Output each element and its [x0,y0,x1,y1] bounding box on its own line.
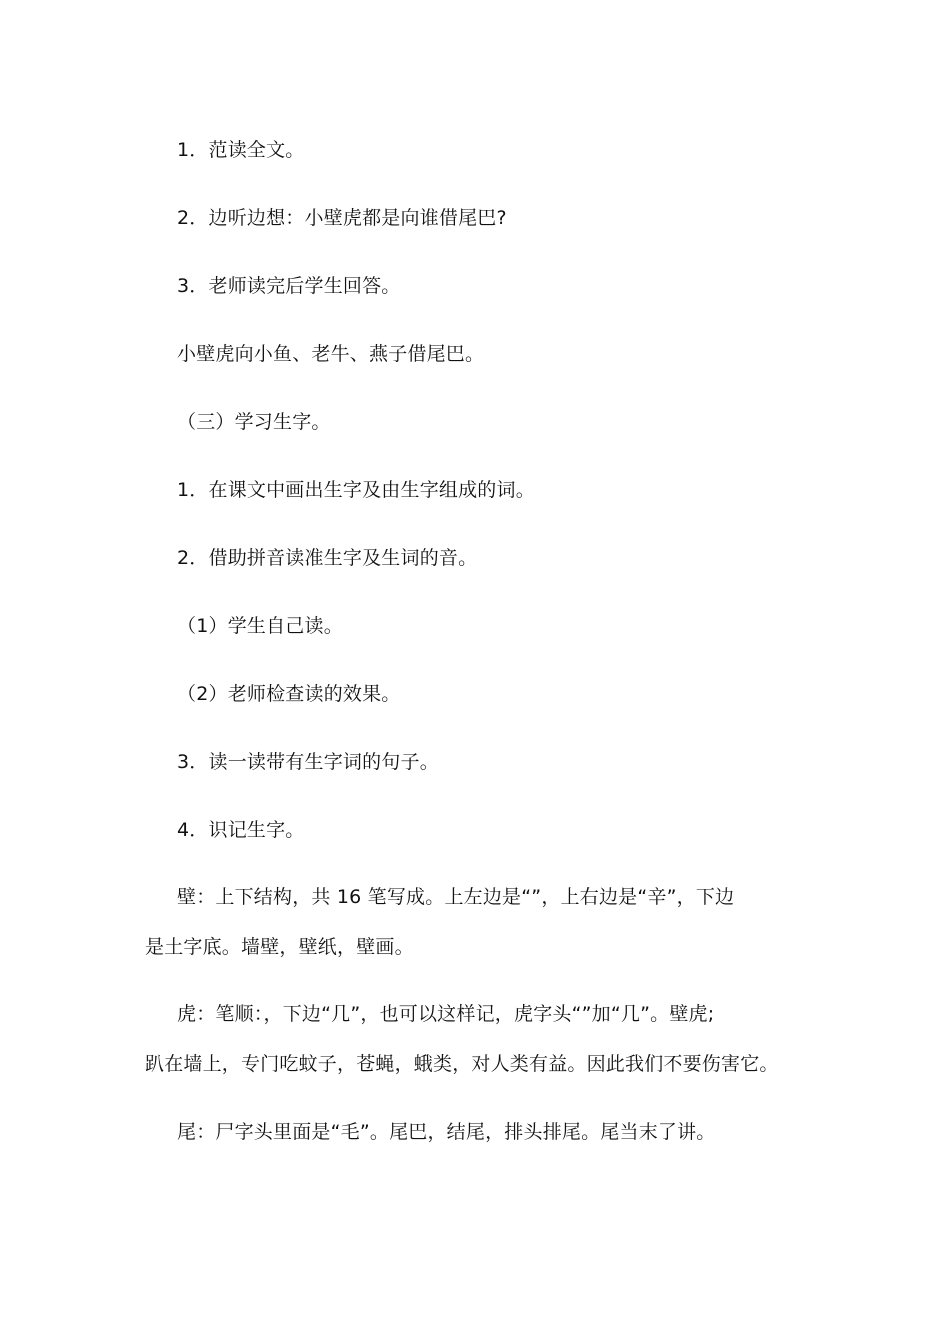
step-read-sentences: 3．读一读带有生字词的句子。 [177,751,439,773]
char-hu-line-2: 趴在墙上，专门吃蚊子，苍蝇，蛾类，对人类有益。因此我们不要伤害它。 [145,1053,779,1075]
step-read-aloud: 1．范读全文。 [177,139,305,161]
char-hu-line-1: 虎：笔顺：，下边“几”，也可以这样记，虎字头“”加“几”。壁虎; [177,1003,715,1025]
substep-self-read: （1）学生自己读。 [177,615,343,637]
char-bi-line-1: 壁：上下结构，共 16 笔写成。上左边是“”，上右边是“辛”，下边 [177,886,735,908]
step-pinyin-reading: 2．借助拼音读准生字及生词的音。 [177,547,478,569]
step-answer: 3．老师读完后学生回答。 [177,275,401,297]
char-wei-line: 尾：尸字头里面是“毛”。尾巴，结尾，排头排尾。尾当末了讲。 [177,1121,716,1143]
answer-text: 小壁虎向小鱼、老牛、燕子借尾巴。 [177,343,485,365]
step-memorize-characters: 4．识记生字。 [177,819,305,841]
char-bi-line-2: 是土字底。墙壁，壁纸，壁画。 [145,936,414,958]
step-listen-think: 2．边听边想：小壁虎都是向谁借尾巴? [177,207,507,229]
step-mark-characters: 1．在课文中画出生字及由生字组成的词。 [177,479,535,501]
substep-teacher-check: （2）老师检查读的效果。 [177,683,401,705]
section-heading-learn-characters: （三）学习生字。 [177,411,331,433]
